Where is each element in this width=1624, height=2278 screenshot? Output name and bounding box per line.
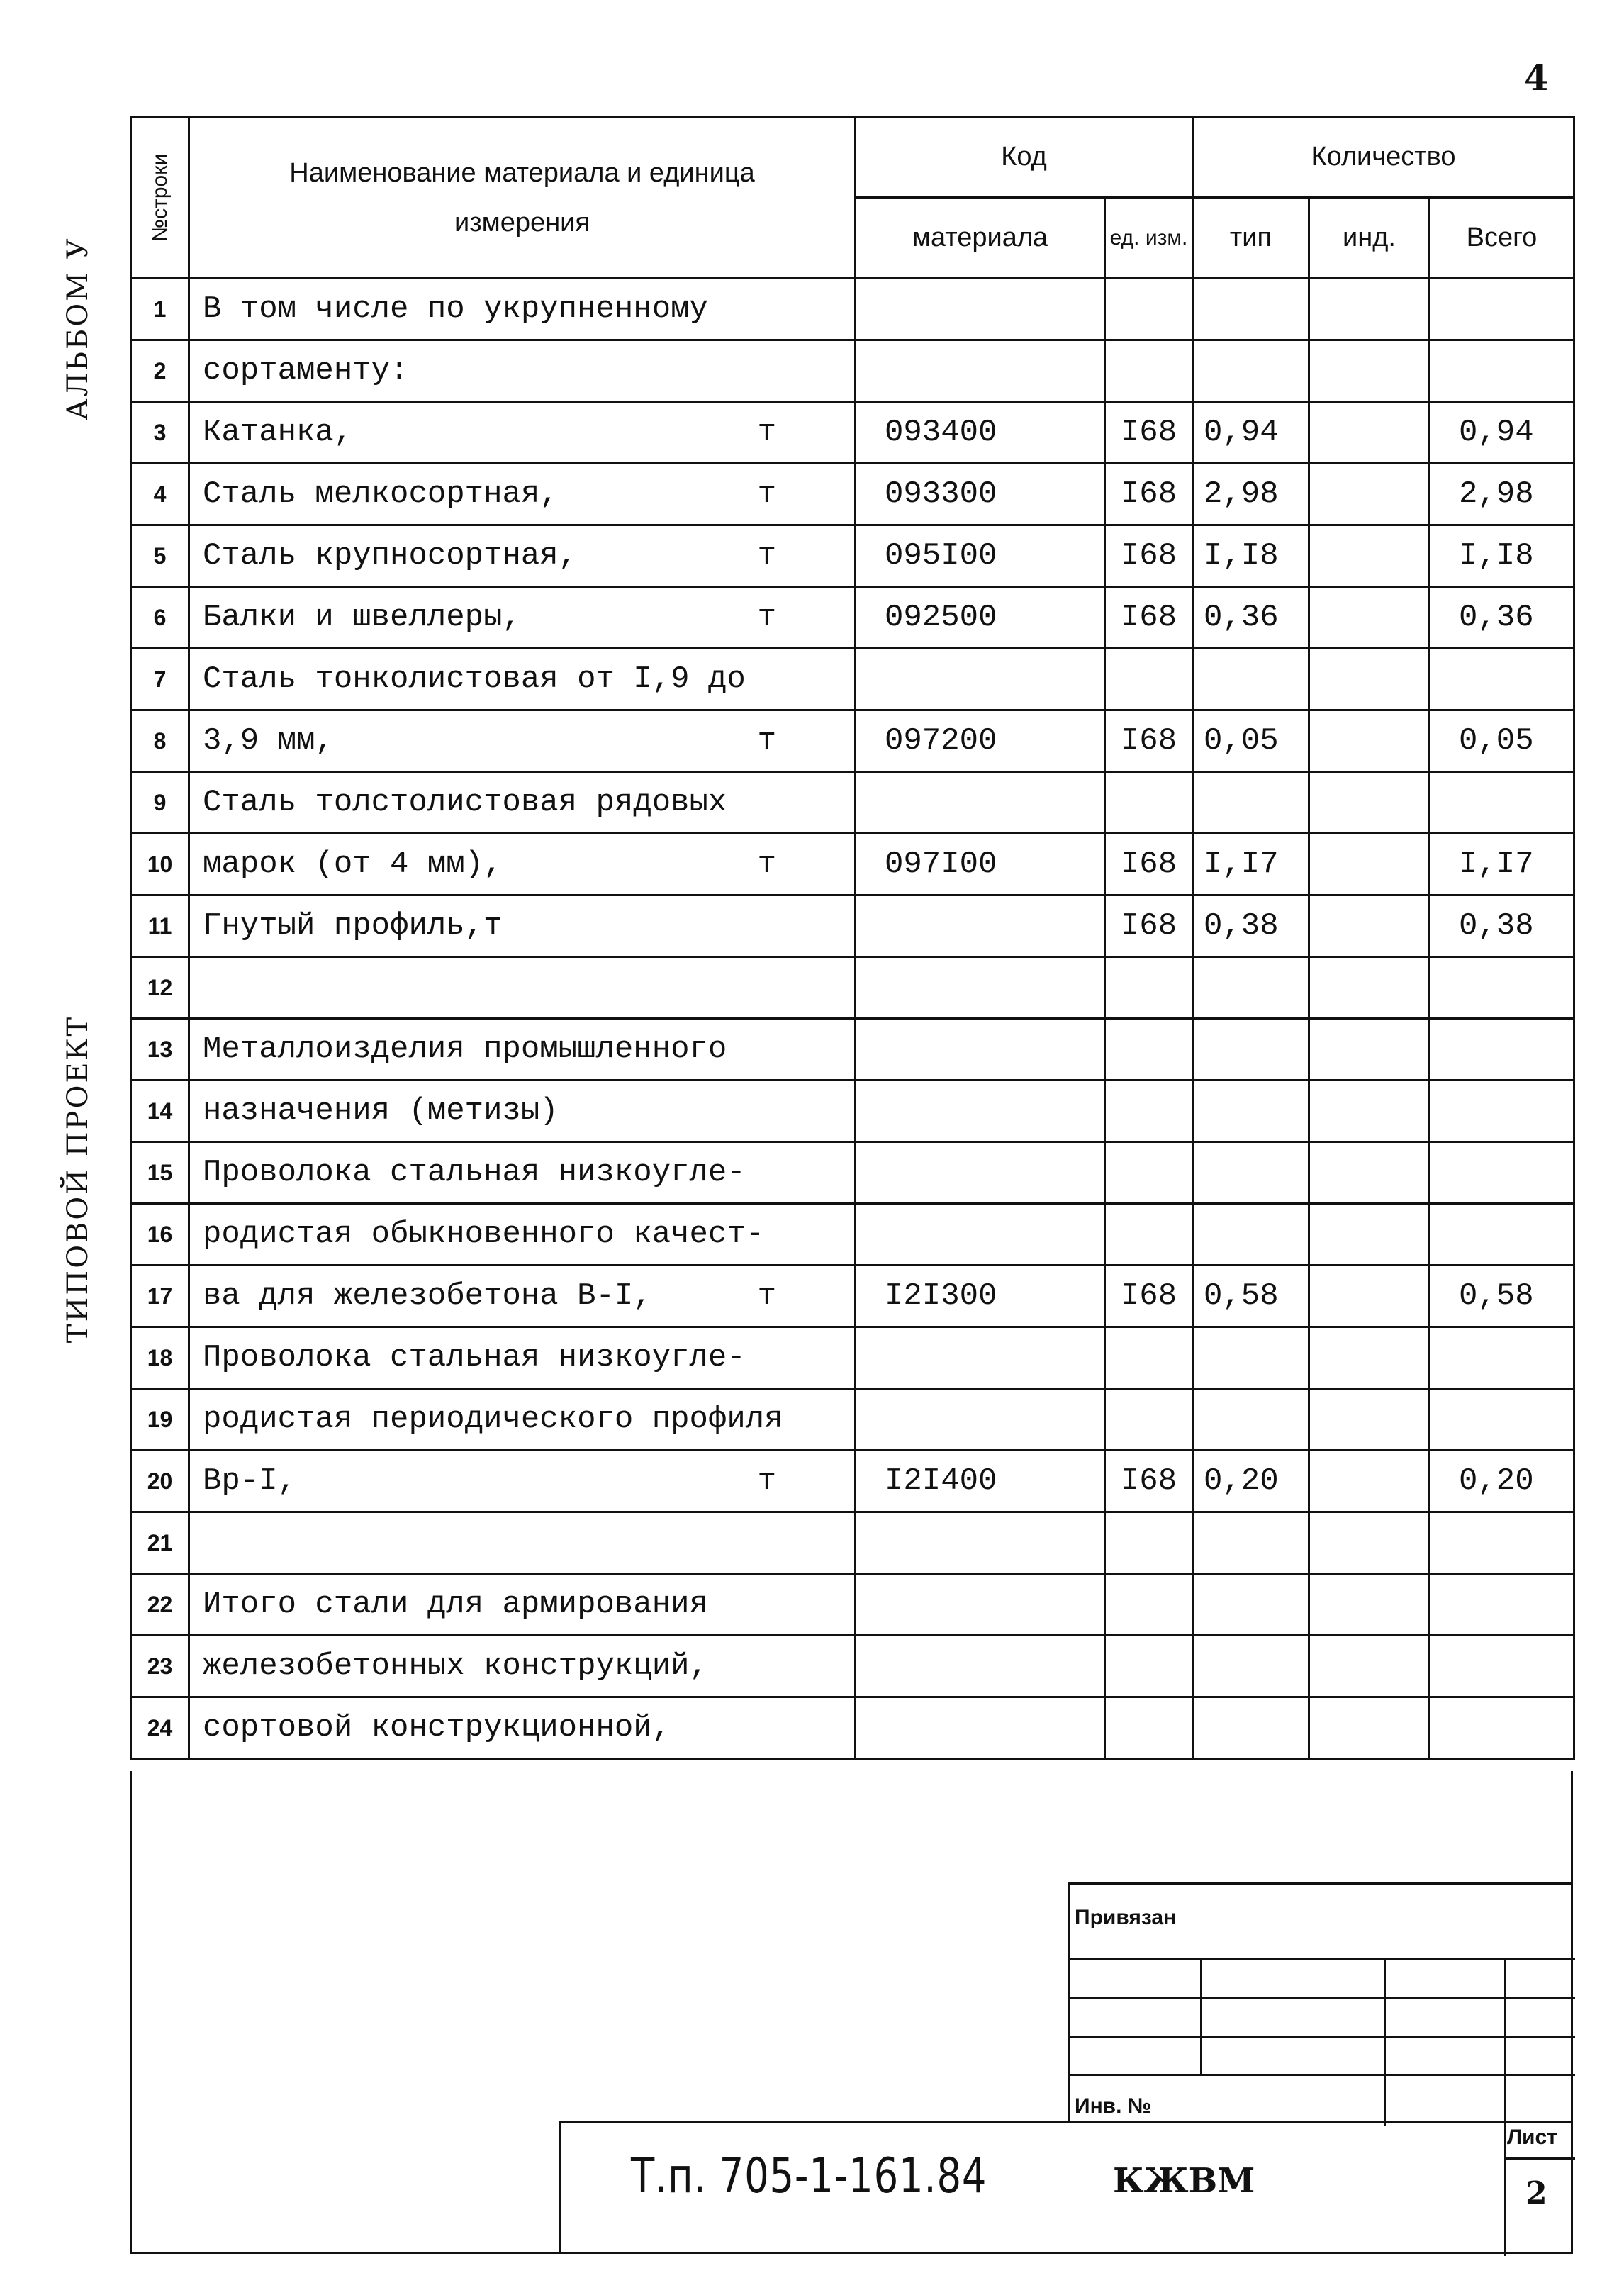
quantity-total [1430, 1019, 1574, 1081]
material-name [189, 834, 856, 895]
quantity-individual [1309, 1327, 1430, 1389]
header-material-code: материала [856, 198, 1105, 279]
unit-code [1105, 1636, 1193, 1697]
table-row [131, 1512, 1574, 1574]
material-code [856, 279, 1105, 340]
material-name [189, 464, 856, 525]
row-number: 21 [131, 1512, 189, 1574]
material-name-text: Катанка, [203, 415, 353, 450]
linked-label: Привязан [1075, 1906, 1177, 1929]
table-row [131, 649, 1574, 710]
quantity-typical [1193, 957, 1309, 1019]
quantity-typical [1193, 1636, 1309, 1697]
row-number: 14 [131, 1081, 189, 1142]
material-name-text: сортовой конструкционной, [203, 1710, 671, 1746]
quantity-total [1430, 1142, 1574, 1204]
quantity-individual [1309, 957, 1430, 1019]
quantity-individual [1309, 1142, 1430, 1204]
material-name-text: Сталь крупносортная, [203, 538, 578, 574]
quantity-total [1430, 1574, 1574, 1636]
row-number: 19 [131, 1389, 189, 1451]
material-name [189, 1204, 856, 1266]
header-code-group: Код [856, 117, 1193, 198]
row-number: 2 [131, 340, 189, 402]
quantity-total [1430, 1697, 1574, 1759]
header-name: Наименование материала и единица измерения [189, 117, 856, 279]
material-unit: т [757, 476, 776, 512]
row-number: 17 [131, 1266, 189, 1327]
material-name [189, 1081, 856, 1142]
quantity-individual [1309, 1019, 1430, 1081]
binding-stamp [1068, 1882, 1573, 2123]
table-row [131, 1451, 1574, 1512]
quantity-total [1430, 1636, 1574, 1697]
quantity-individual [1309, 649, 1430, 710]
material-specification-table [130, 116, 1575, 1760]
material-name-text: Проволока стальная низкоугле- [203, 1155, 746, 1190]
material-code [856, 340, 1105, 402]
table-row [131, 957, 1574, 1019]
table-row [131, 1081, 1574, 1142]
quantity-individual [1309, 1266, 1430, 1327]
unit-code: I68 [1105, 1266, 1193, 1327]
material-name-text: В том числе по укрупненному [203, 291, 708, 327]
row-number: 13 [131, 1019, 189, 1081]
quantity-typical [1193, 340, 1309, 402]
unit-code: I68 [1105, 402, 1193, 464]
material-code: 097200 [856, 710, 1105, 772]
quantity-total: 0,20 [1430, 1451, 1574, 1512]
quantity-total [1430, 1389, 1574, 1451]
quantity-total [1430, 1081, 1574, 1142]
quantity-typical: 0,36 [1193, 587, 1309, 649]
material-code [856, 1389, 1105, 1451]
header-typical: тип [1193, 198, 1309, 279]
material-name [189, 1019, 856, 1081]
table-row [131, 1019, 1574, 1081]
quantity-typical: I,I7 [1193, 834, 1309, 895]
unit-code [1105, 1019, 1193, 1081]
material-code: 093300 [856, 464, 1105, 525]
material-unit: т [757, 1278, 776, 1314]
unit-code [1105, 340, 1193, 402]
row-number: 23 [131, 1636, 189, 1697]
row-number: 15 [131, 1142, 189, 1204]
table-row [131, 895, 1574, 957]
material-name [189, 1636, 856, 1697]
quantity-total: 0,36 [1430, 587, 1574, 649]
unit-code [1105, 279, 1193, 340]
material-code [856, 1019, 1105, 1081]
quantity-individual [1309, 464, 1430, 525]
quantity-total: I,I7 [1430, 834, 1574, 895]
quantity-total [1430, 1327, 1574, 1389]
table-row [131, 1697, 1574, 1759]
table-row [131, 1142, 1574, 1204]
quantity-typical: 0,05 [1193, 710, 1309, 772]
quantity-individual [1309, 402, 1430, 464]
row-number: 22 [131, 1574, 189, 1636]
material-name [189, 279, 856, 340]
material-code [856, 772, 1105, 834]
unit-code: I68 [1105, 834, 1193, 895]
unit-code [1105, 1512, 1193, 1574]
material-name-text: железобетонных конструкций, [203, 1648, 708, 1684]
material-name-text: назначения (метизы) [203, 1093, 559, 1129]
material-name [189, 1142, 856, 1204]
quantity-total [1430, 649, 1574, 710]
unit-code [1105, 1389, 1193, 1451]
material-name [189, 710, 856, 772]
material-name [189, 895, 856, 957]
material-name-text: родистая периодического профиля [203, 1402, 783, 1437]
material-name [189, 1574, 856, 1636]
material-name-text: Металлоизделия промышленного [203, 1032, 727, 1067]
unit-code: I68 [1105, 525, 1193, 587]
quantity-individual [1309, 1512, 1430, 1574]
material-unit: т [757, 723, 776, 759]
row-number: 6 [131, 587, 189, 649]
unit-code [1105, 649, 1193, 710]
table-row [131, 1327, 1574, 1389]
quantity-total [1430, 340, 1574, 402]
quantity-typical [1193, 649, 1309, 710]
material-name [189, 1697, 856, 1759]
material-name [189, 402, 856, 464]
unit-code [1105, 1142, 1193, 1204]
quantity-typical [1193, 279, 1309, 340]
material-code [856, 895, 1105, 957]
row-number: 8 [131, 710, 189, 772]
quantity-total [1430, 279, 1574, 340]
side-label-project: ТИПОВОЙ ПРОЕКТ [62, 1015, 94, 1344]
quantity-typical [1193, 1512, 1309, 1574]
table-row [131, 1636, 1574, 1697]
unit-code [1105, 772, 1193, 834]
unit-code [1105, 1327, 1193, 1389]
unit-code [1105, 1081, 1193, 1142]
unit-code [1105, 1697, 1193, 1759]
table-row [131, 1574, 1574, 1636]
material-code: 097I00 [856, 834, 1105, 895]
material-name-text: Вр-I, [203, 1463, 297, 1499]
unit-code [1105, 957, 1193, 1019]
material-name [189, 1512, 856, 1574]
table-row [131, 1204, 1574, 1266]
table-row [131, 279, 1574, 340]
material-code: 095I00 [856, 525, 1105, 587]
material-name-text: Проволока стальная низкоугле- [203, 1340, 746, 1375]
material-code: 092500 [856, 587, 1105, 649]
document-mark: КЖВМ [1113, 2161, 1255, 2201]
row-number: 18 [131, 1327, 189, 1389]
material-code [856, 1327, 1105, 1389]
quantity-total: I,I8 [1430, 525, 1574, 587]
quantity-total [1430, 957, 1574, 1019]
material-name-text: 3,9 мм, [203, 723, 334, 759]
quantity-individual [1309, 279, 1430, 340]
quantity-typical: 0,20 [1193, 1451, 1309, 1512]
material-name-text: родистая обыкновенного качест- [203, 1217, 765, 1252]
material-code [856, 1512, 1105, 1574]
material-unit: т [757, 1463, 776, 1499]
quantity-typical [1193, 1389, 1309, 1451]
material-code [856, 1204, 1105, 1266]
material-code: I2I400 [856, 1451, 1105, 1512]
header-row-number: №строки [131, 117, 189, 279]
material-name-text: Балки и швеллеры, [203, 600, 521, 635]
material-name-text: Сталь мелкосортная, [203, 476, 559, 512]
quantity-typical [1193, 1327, 1309, 1389]
unit-code: I68 [1105, 464, 1193, 525]
material-code: I2I300 [856, 1266, 1105, 1327]
material-name [189, 772, 856, 834]
quantity-typical [1193, 1081, 1309, 1142]
table-row [131, 710, 1574, 772]
quantity-total [1430, 1204, 1574, 1266]
quantity-total: 2,98 [1430, 464, 1574, 525]
side-label-album: АЛЬБОМ У [62, 236, 94, 420]
material-name [189, 587, 856, 649]
material-name-text: сортаменту: [203, 353, 409, 389]
row-number: 12 [131, 957, 189, 1019]
material-code [856, 1142, 1105, 1204]
material-code [856, 1574, 1105, 1636]
table-row [131, 587, 1574, 649]
quantity-individual [1309, 587, 1430, 649]
quantity-typical [1193, 1142, 1309, 1204]
quantity-typical [1193, 772, 1309, 834]
unit-code: I68 [1105, 1451, 1193, 1512]
quantity-total [1430, 772, 1574, 834]
quantity-individual [1309, 1636, 1430, 1697]
material-code [856, 1697, 1105, 1759]
quantity-individual [1309, 1697, 1430, 1759]
quantity-typical: 0,38 [1193, 895, 1309, 957]
sheet-number: 2 [1525, 2175, 1547, 2211]
material-name [189, 1327, 856, 1389]
quantity-typical: 0,58 [1193, 1266, 1309, 1327]
unit-code [1105, 1204, 1193, 1266]
material-name-text: Итого стали для армирования [203, 1587, 708, 1622]
table-row [131, 772, 1574, 834]
quantity-typical [1193, 1574, 1309, 1636]
table-row [131, 1266, 1574, 1327]
material-code [856, 1081, 1105, 1142]
unit-code [1105, 1574, 1193, 1636]
unit-code: I68 [1105, 587, 1193, 649]
table-row [131, 1389, 1574, 1451]
inventory-label: Инв. № [1075, 2094, 1152, 2118]
material-code [856, 957, 1105, 1019]
material-name-text: Сталь тонколистовая от I,9 до [203, 661, 746, 697]
table-row [131, 525, 1574, 587]
row-number: 7 [131, 649, 189, 710]
material-name [189, 340, 856, 402]
table-row [131, 340, 1574, 402]
header-individual: инд. [1309, 198, 1430, 279]
material-unit: т [757, 538, 776, 574]
header-unit-code: ед. изм. [1105, 198, 1193, 279]
quantity-individual [1309, 834, 1430, 895]
quantity-individual [1309, 1204, 1430, 1266]
quantity-individual [1309, 340, 1430, 402]
material-name [189, 957, 856, 1019]
row-number: 9 [131, 772, 189, 834]
quantity-total [1430, 1512, 1574, 1574]
material-name [189, 1451, 856, 1512]
quantity-typical: I,I8 [1193, 525, 1309, 587]
row-number: 20 [131, 1451, 189, 1512]
row-number: 24 [131, 1697, 189, 1759]
unit-code: I68 [1105, 895, 1193, 957]
quantity-total: 0,94 [1430, 402, 1574, 464]
row-number: 5 [131, 525, 189, 587]
header-total: Всего [1430, 198, 1574, 279]
material-name [189, 525, 856, 587]
quantity-individual [1309, 1451, 1430, 1512]
quantity-individual [1309, 772, 1430, 834]
row-number: 4 [131, 464, 189, 525]
row-number: 11 [131, 895, 189, 957]
row-number: 1 [131, 279, 189, 340]
quantity-typical [1193, 1204, 1309, 1266]
material-name-text: Сталь толстолистовая рядовых [203, 785, 727, 820]
material-name [189, 1266, 856, 1327]
material-unit: т [757, 415, 776, 450]
row-number: 3 [131, 402, 189, 464]
quantity-typical: 0,94 [1193, 402, 1309, 464]
unit-code: I68 [1105, 710, 1193, 772]
quantity-total: 0,38 [1430, 895, 1574, 957]
material-unit: т [757, 600, 776, 635]
sheet-label: Лист [1507, 2126, 1557, 2149]
quantity-typical: 2,98 [1193, 464, 1309, 525]
header-quantity-group: Количество [1193, 117, 1574, 198]
quantity-individual [1309, 525, 1430, 587]
row-number: 16 [131, 1204, 189, 1266]
material-name-text: Гнутый профиль,т [203, 908, 503, 944]
material-code: 093400 [856, 402, 1105, 464]
document-code: Т.п. 705-1-161.84 [631, 2148, 987, 2204]
quantity-individual [1309, 1574, 1430, 1636]
quantity-individual [1309, 895, 1430, 957]
quantity-typical [1193, 1697, 1309, 1759]
quantity-individual [1309, 1081, 1430, 1142]
material-unit: т [757, 847, 776, 882]
material-name-text: марок (от 4 мм), [203, 847, 503, 882]
material-name-text: ва для железобетона В-I, [203, 1278, 652, 1314]
material-code [856, 1636, 1105, 1697]
quantity-total: 0,58 [1430, 1266, 1574, 1327]
quantity-total: 0,05 [1430, 710, 1574, 772]
material-name [189, 1389, 856, 1451]
quantity-individual [1309, 710, 1430, 772]
table-row [131, 402, 1574, 464]
material-name [189, 649, 856, 710]
table-row [131, 834, 1574, 895]
table-row [131, 464, 1574, 525]
quantity-typical [1193, 1019, 1309, 1081]
material-code [856, 649, 1105, 710]
row-number: 10 [131, 834, 189, 895]
quantity-individual [1309, 1389, 1430, 1451]
page-number: 4 [1524, 57, 1549, 99]
